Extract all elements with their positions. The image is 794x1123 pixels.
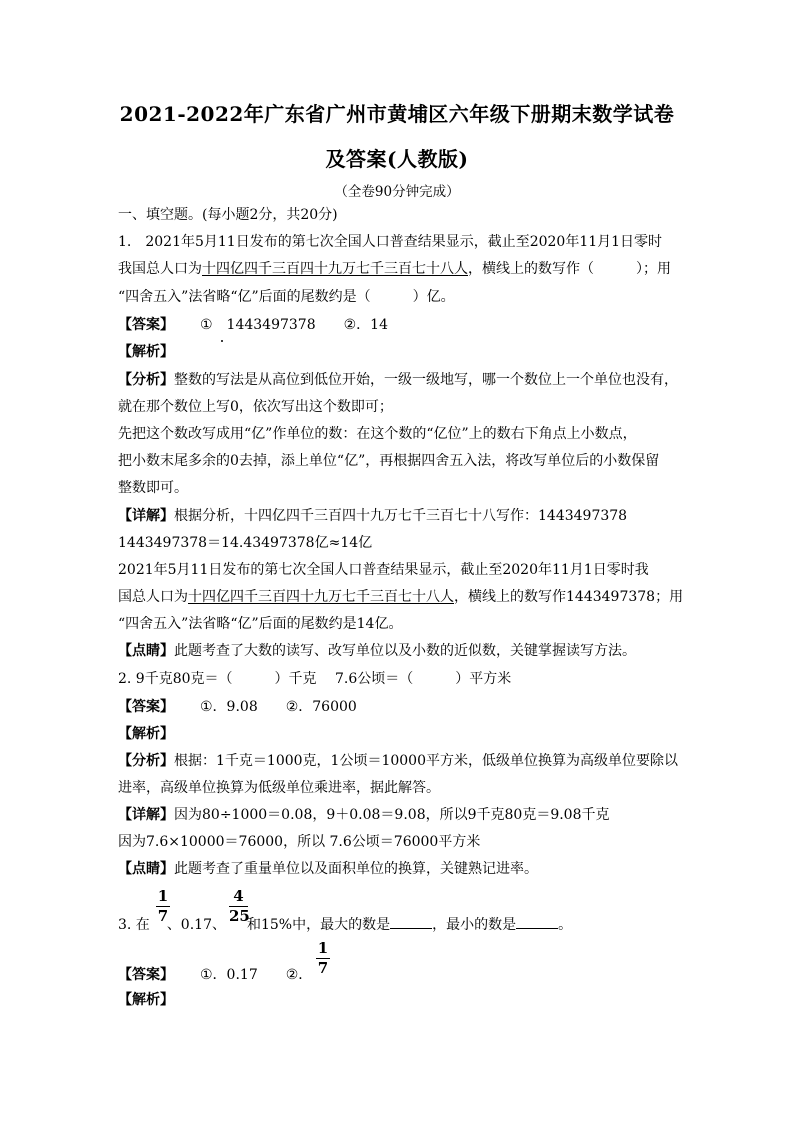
q1-stem-text: 我国总人口为 (118, 261, 202, 277)
q1-fenxi-line2: 就在那个数位上写0，依次写出这个数即可； (118, 399, 393, 415)
answer-dot-mark (221, 340, 223, 342)
answer-label: 【答案】 (118, 317, 174, 333)
analysis-label: 【解析】 (118, 726, 174, 742)
fraction-numerator: 1 (157, 887, 169, 905)
q1-stem-line2 (118, 260, 671, 278)
q1-stem-line1: 1. 2021年5月11日发布的第七次全国人口普查结果显示，截止至2020年11月1日零时 (118, 234, 663, 250)
xiangjie-text: 因为80÷1000＝0.08，9＋0.08＝9.08，所以9千克80克＝9.08千克 (174, 807, 610, 823)
answer-blank (390, 914, 432, 929)
q2-fenxi-line2: 进率，高级单位换算为低级单位乘进率，据此解答。 (118, 780, 440, 796)
analysis-label: 【解析】 (118, 344, 174, 360)
q2-dianjing (118, 860, 538, 878)
analysis-label: 【解析】 (118, 992, 174, 1008)
q1-xiangjie-line4 (118, 588, 683, 606)
xiangjie-text: ，横线上的数写作1443497378；用 (454, 589, 684, 605)
fraction-numerator: 1 (317, 939, 329, 957)
page-title-line2: 及答案(人教版) (325, 147, 469, 171)
q1-xiangjie-line5: “四舍五入”法省略“亿”后面的尾数约是14亿。 (118, 616, 403, 632)
q1-answer (118, 316, 388, 334)
answer-text: ① 1443497378 ②．14 (200, 317, 388, 333)
dianjing-text: 此题考查了大数的读写、改写单位以及小数的近似数，关键掌握读写方法。 (174, 643, 636, 659)
q3-stem (118, 914, 572, 934)
fraction-denominator: 7 (157, 907, 169, 925)
q3-analysis-heading (118, 991, 174, 1009)
page-title-line1: 2021-2022年广东省广州市黄埔区六年级下册期末数学试卷 (119, 102, 675, 126)
answer-text: ①．0.17 ②． (200, 967, 313, 983)
fraction-denominator: 7 (317, 959, 329, 977)
xiangjie-text: 根据分析，十四亿四千三百四十九万七千三百七十八写作：1443497378 (174, 508, 628, 524)
q3-stem-text: ，最小的数是 (432, 917, 517, 933)
q1-fenxi-line1 (118, 371, 678, 389)
q3-stem-text: 、0.17、 (166, 917, 226, 933)
fenxi-label: 【分析】 (118, 753, 174, 769)
q2-stem: 2. 9千克80克＝（ ）千克 7.6公顷＝（ ）平方米 (118, 671, 512, 687)
fraction-numerator: 4 (233, 887, 244, 905)
q1-fenxi-line3: 先把这个数改写成用“亿”作单位的数：在这个数的“亿位”上的数右下角点上小数点， (118, 426, 637, 442)
section-heading: 一、填空题。(每小题2分，共20分) (118, 207, 338, 223)
q3-answer (118, 966, 312, 984)
q1-stem-line3: “四舍五入”法省略“亿”后面的尾数约是（ ）亿。 (118, 289, 455, 305)
dianjing-text: 此题考查了重量单位以及面积单位的换算，关键熟记进率。 (174, 861, 538, 877)
q1-underlined-number: 十四亿四千三百四十九万七千三百七十八人 (202, 261, 468, 277)
fenxi-label: 【分析】 (118, 372, 174, 388)
q2-analysis-heading (118, 725, 174, 743)
answer-blank (516, 914, 558, 929)
answer-label: 【答案】 (118, 967, 174, 983)
page-subtitle: （全卷90分钟完成） (334, 184, 460, 200)
fraction-answer-one-seventh (316, 940, 330, 977)
q2-fenxi-line1 (118, 752, 678, 770)
q1-xiangjie-line2: 1443497378＝14.43497378亿≈14亿 (118, 535, 373, 551)
q3-stem-text: 。 (558, 917, 573, 933)
q2-xiangjie-line1 (118, 806, 610, 824)
q1-underlined-number: 十四亿四千三百四十九万七千三百七十八人 (188, 589, 454, 605)
xiangjie-label: 【详解】 (118, 508, 174, 524)
q1-dianjing (118, 642, 636, 660)
xiangjie-label: 【详解】 (118, 807, 174, 823)
q3-stem-text: 和15%中，最大的数是 (246, 917, 391, 933)
dianjing-label: 【点睛】 (118, 643, 174, 659)
fenxi-text: 整数的写法是从高位到低位开始，一级一级地写，哪一个数位上一个单位也没有， (174, 372, 678, 388)
dianjing-label: 【点睛】 (118, 861, 174, 877)
answer-text: ①．9.08 ②．76000 (200, 699, 357, 715)
fraction-denominator: 25 (229, 907, 250, 925)
q1-fenxi-line4: 把小数末尾多余的0去掉，添上单位“亿”，再根据四舍五入法，将改写单位后的小数保留 (118, 453, 660, 469)
q1-xiangjie-line3: 2021年5月11日发布的第七次全国人口普查结果显示，截止至2020年11月1日零时我 (118, 562, 649, 578)
q3-stem-text: 3. 在 (118, 917, 150, 933)
q1-analysis-heading (118, 343, 174, 361)
q2-xiangjie-line2: 因为7.6×10000＝76000，所以 7.6公顷＝76000平方米 (118, 834, 481, 850)
q2-answer (118, 698, 357, 716)
fenxi-text: 根据：1千克＝1000克，1公顷＝10000平方米，低级单位换算为高级单位要除以 (174, 753, 678, 769)
xiangjie-text: 国总人口为 (118, 589, 188, 605)
q1-stem-text: ，横线上的数写作（ ）；用 (468, 261, 671, 277)
q1-fenxi-line5: 整数即可。 (118, 480, 188, 496)
answer-label: 【答案】 (118, 699, 174, 715)
q1-xiangjie-line1 (118, 507, 627, 525)
